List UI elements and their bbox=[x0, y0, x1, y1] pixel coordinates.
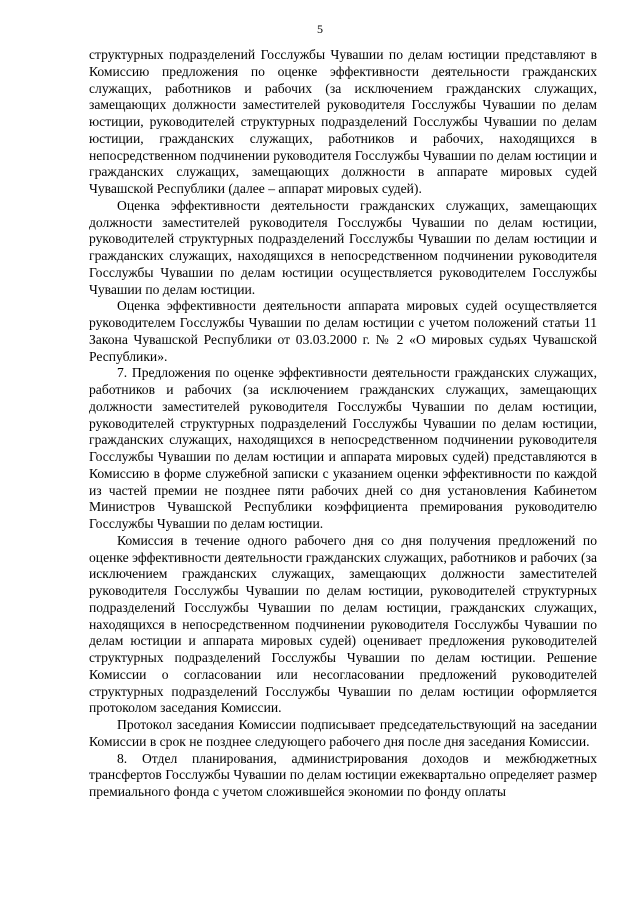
paragraph-5: Комиссия в течение одного рабочего дня со дня получения предложений по оценке эффективности деятельности гражданских служащих, работников и рабочих (за исключением гражданских служащих, замещающих должности заместителей руководителя Госслужбы Чувашии по делам юстиции, руководителей структурных подразделений Госслужбы Чувашии по делам юстиции, гражданских служащих, находящихся в непосредственном подчинении руководителя Госслужбы Чувашии по делам юстиции и аппарата мировых судей) оценивает предложения руководителей структурных подразделений Госслужбы Чувашии по делам юстиции. Решение Комиссии о согласовании или несогласовании предложений руководителей структурных подразделений Госслужбы Чувашии по делам юстиции оформляется протоколом заседания Комиссии. bbox=[89, 532, 597, 716]
paragraph-4: 7. Предложения по оценке эффективности деятельности гражданских служащих, работников и рабочих (за исключением гражданских служащих, замещающих должности заместителей руководителя Госслужбы Чувашии по делам юстиции, руководителей структурных подразделений Госслужбы Чувашии по делам юстиции, гражданских служащих, находящихся в непосредственном подчинении руководителя Госслужбы Чувашии по делам юстиции и аппарата мировых судей) представляются в Комиссию в форме служебной записки с указанием оценки эффективности по каждой из частей премии не позднее пяти рабочих дней со дня установления Кабинетом Министров Чувашской Республики коэффициента премирования руководителю Госслужбы Чувашии по делам юстиции. bbox=[89, 365, 597, 531]
page-number: 5 bbox=[317, 22, 323, 36]
paragraph-7: 8. Отдел планирования, администрирования доходов и межбюджетных трансфертов Госслужбы Чувашии по делам юстиции ежеквартально определяет размер премиального фонда с учетом сложившейся экономии по фонду оплаты bbox=[89, 750, 597, 799]
paragraph-2: Оценка эффективности деятельности гражданских служащих, замещающих должности заместителей руководителя Госслужбы Чувашии по делам юстиции, руководителей структурных подразделений Госслужбы Чувашии по делам юстиции и гражданских служащих, находящихся в непосредственном подчинении руководителя Госслужбы Чувашии по делам юстиции осуществляется руководителем Госслужбы Чувашии по делам юстиции. bbox=[89, 197, 597, 297]
paragraph-3: Оценка эффективности деятельности аппарата мировых судей осуществляется руководителем Госслужбы Чувашии по делам юстиции с учетом положений статьи 11 Закона Чувашской Республики от 03.03.2000 г. № 2 «О мировых судьях Чувашской Республики». bbox=[89, 298, 597, 364]
paragraph-1: структурных подразделений Госслужбы Чувашии по делам юстиции представляют в Комиссию предложения по оценке эффективности деятельности гражданских служащих, работников и рабочих (за исключением гражданских служащих, замещающих должности заместителей руководителя Госслужбы Чувашии по делам юстиции, руководителей структурных подразделений Госслужбы Чувашии по делам юстиции, гражданских служащих, работников и рабочих, находящихся в непосредственном подчинении руководителя Госслужбы Чувашии по делам юстиции и гражданских служащих, замещающих должности в аппарате мировых судей Чувашской Республики (далее – аппарат мировых судей). bbox=[89, 47, 597, 196]
paragraph-6: Протокол заседания Комиссии подписывает председательствующий на заседании Комиссии в срок не позднее следующего рабочего дня после дня заседания Комиссии. bbox=[89, 717, 597, 749]
document-body bbox=[89, 47, 597, 801]
